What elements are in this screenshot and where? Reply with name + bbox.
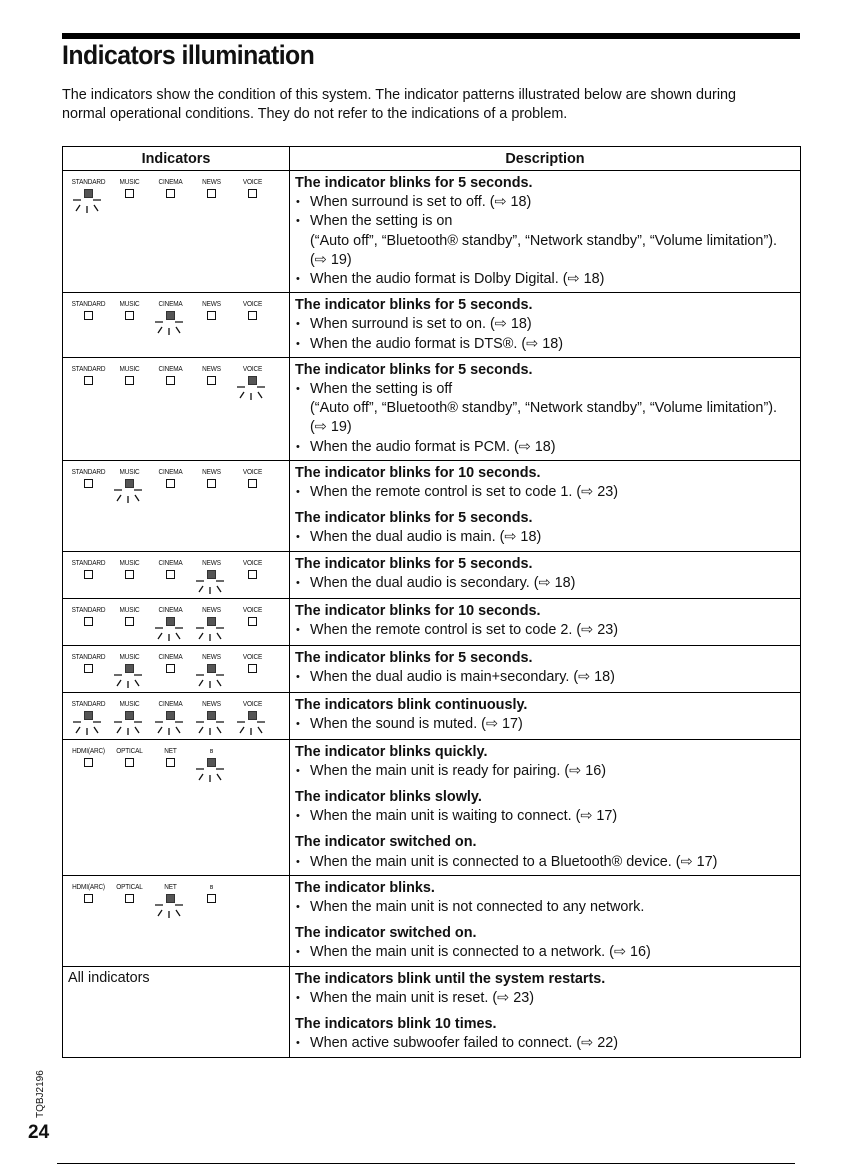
- description-cell: [290, 460, 801, 551]
- indicator-lamp: [109, 364, 150, 404]
- table-body: [63, 171, 801, 1058]
- description-group: [295, 174, 794, 289]
- indicator-cell: [63, 171, 290, 293]
- description-title: The indicator blinks for 10 seconds.: [295, 602, 541, 619]
- description-title: The indicator blinks for 5 seconds.: [295, 555, 533, 572]
- description-title: The indicator blinks for 5 seconds.: [295, 175, 533, 191]
- description-title: The indicator blinks.: [295, 879, 435, 896]
- square-icon: [207, 894, 216, 903]
- indicator-label: VOICE: [242, 604, 263, 614]
- blinking-lamp: [109, 711, 150, 739]
- indicator-lamp: [68, 882, 109, 922]
- indicator-label: VOICE: [242, 557, 263, 567]
- table-row: [63, 966, 801, 1057]
- description-title: The indicator blinks for 10 seconds.: [295, 464, 541, 481]
- indicator-lamp: [150, 364, 191, 404]
- unlit-lamp: [109, 189, 150, 205]
- description-group: [295, 696, 794, 734]
- table-row: [63, 875, 801, 966]
- square-icon: [84, 376, 93, 385]
- square-icon: [166, 376, 175, 385]
- indicator-label: NEWS: [202, 651, 221, 661]
- description-title: The indicator blinks slowly.: [295, 789, 482, 806]
- blinking-lamp: [109, 479, 150, 507]
- indicator-label: NEWS: [202, 363, 221, 373]
- description-cell: [290, 875, 801, 966]
- description-group: [295, 743, 794, 781]
- table-row: [63, 645, 801, 692]
- description-bullet: • When the main unit is connected to a network. (⇨ 16): [295, 943, 794, 962]
- unlit-lamp: [68, 617, 109, 633]
- unlit-lamp: [150, 758, 191, 774]
- indicator-lamp: [68, 558, 109, 598]
- square-icon: [207, 376, 216, 385]
- description-title: The indicators blink until the system restarts.: [295, 970, 606, 987]
- unlit-lamp: [68, 479, 109, 495]
- indicator-label: NEWS: [202, 466, 221, 476]
- indicator-lamp: [232, 558, 273, 598]
- indicator-lamp: [191, 699, 232, 739]
- indicator-lamp: [232, 299, 273, 339]
- blink-rays-icon: [114, 479, 142, 505]
- description-bullet: • When surround is set to on. (⇨ 18): [295, 315, 794, 334]
- description-group: [295, 833, 794, 871]
- indicator-label: NEWS: [202, 177, 221, 186]
- indicator-cell: [63, 357, 290, 460]
- square-icon: [125, 758, 134, 767]
- description-cell: [290, 551, 801, 598]
- indicator-label: CINEMA: [158, 466, 183, 476]
- indicator-panel: [63, 461, 289, 507]
- blinking-lamp: [191, 664, 232, 692]
- indicator-lamp: [150, 558, 191, 598]
- unlit-lamp: [191, 189, 232, 205]
- blink-rays-icon: [196, 570, 224, 596]
- indicator-label: MUSIC: [119, 466, 140, 476]
- unlit-lamp: [109, 376, 150, 392]
- description-group: [295, 649, 794, 687]
- square-icon: [125, 570, 134, 579]
- indicator-label: VOICE: [242, 466, 263, 476]
- square-icon: [166, 570, 175, 579]
- description-title: The indicator blinks for 5 seconds.: [295, 510, 533, 527]
- indicator-panel: [63, 876, 289, 922]
- indicator-lamp: [191, 177, 232, 217]
- indicator-label: NEWS: [202, 698, 221, 708]
- description-bullet: • When the dual audio is main+secondary. (⇨ 18): [295, 668, 794, 687]
- indicator-label: STANDARD: [71, 363, 106, 373]
- blink-rays-icon: [196, 664, 224, 690]
- indicator-lamp: [109, 299, 150, 339]
- description-bullet: • When the dual audio is main. (⇨ 18): [295, 528, 794, 547]
- square-icon: [248, 479, 257, 488]
- square-icon: [84, 570, 93, 579]
- description-bullet: • When the main unit is waiting to connect. (⇨ 17): [295, 807, 794, 826]
- indicator-label: MUSIC: [119, 604, 140, 614]
- description-title: The indicator blinks for 5 seconds.: [295, 649, 533, 666]
- description-group: [295, 879, 794, 917]
- description-title: The indicator switched on.: [295, 925, 477, 942]
- indicator-lamp: [68, 652, 109, 692]
- indicator-label: HDMI(ARC): [72, 881, 105, 891]
- top-rule: [62, 33, 800, 39]
- table-row: [63, 598, 801, 645]
- unlit-lamp: [68, 376, 109, 392]
- blinking-lamp: [191, 758, 232, 786]
- blink-rays-icon: [114, 711, 142, 737]
- unlit-lamp: [232, 311, 273, 327]
- square-icon: [84, 664, 93, 673]
- blink-rays-icon: [73, 711, 101, 737]
- indicator-label: VOICE: [242, 363, 263, 373]
- indicator-label: NET: [164, 745, 177, 755]
- unlit-lamp: [68, 664, 109, 680]
- indicator-lamp: [109, 177, 150, 217]
- description-bullet: • When the main unit is ready for pairing. (⇨ 16): [295, 762, 794, 781]
- indicator-label: STANDARD: [71, 299, 106, 309]
- description-cell: [290, 598, 801, 645]
- description-group: [295, 924, 794, 962]
- indicator-lamp: [232, 699, 273, 739]
- square-icon: [166, 479, 175, 488]
- blinking-lamp: [191, 617, 232, 645]
- description-cell: [290, 293, 801, 358]
- description-cell: [290, 966, 801, 1057]
- indicator-label: CINEMA: [158, 363, 183, 373]
- square-icon: [248, 570, 257, 579]
- blinking-lamp: [150, 311, 191, 339]
- indicator-cell: [63, 551, 290, 598]
- indicator-lamp: [68, 467, 109, 507]
- description-bullet: • When surround is set to off. (⇨ 18): [295, 193, 794, 212]
- indicator-cell: [63, 966, 290, 1057]
- indicator-lamp: [68, 177, 109, 217]
- indicator-lamp: [232, 652, 273, 692]
- indicator-label: STANDARD: [71, 698, 106, 708]
- description-title: The indicators blink continuously.: [295, 696, 528, 713]
- table-row: [63, 692, 801, 739]
- indicator-panel: [63, 171, 289, 217]
- header-description: Description: [290, 147, 801, 171]
- indicator-lamp: [109, 558, 150, 598]
- square-icon: [84, 894, 93, 903]
- table-row: [63, 460, 801, 551]
- indicator-lamp: [191, 652, 232, 692]
- indicator-lamp: [232, 177, 273, 217]
- indicator-lamp: [68, 605, 109, 645]
- unlit-lamp: [232, 617, 273, 633]
- description-bullet: • When the audio format is PCM. (⇨ 18): [295, 438, 794, 457]
- square-icon: [125, 376, 134, 385]
- indicator-label: CINEMA: [158, 604, 183, 614]
- description-bullet: • When the audio format is DTS®. (⇨ 18): [295, 335, 794, 354]
- unlit-lamp: [109, 758, 150, 774]
- square-icon: [125, 311, 134, 320]
- indicator-label: MUSIC: [119, 698, 140, 708]
- indicator-label: VOICE: [242, 698, 263, 708]
- table-row: [63, 739, 801, 875]
- indicator-lamp: [191, 299, 232, 339]
- indicator-label: MUSIC: [119, 651, 140, 661]
- indicator-lamp: [109, 467, 150, 507]
- indicator-lamp: [109, 882, 150, 922]
- unlit-lamp: [109, 894, 150, 910]
- indicator-label: OPTICAL: [116, 745, 143, 755]
- indicator-panel: [63, 693, 289, 739]
- indicator-label: CINEMA: [158, 177, 183, 186]
- indicator-panel: [63, 552, 289, 598]
- indicator-lamp: [150, 882, 191, 922]
- indicator-lamp: [191, 882, 232, 922]
- blink-rays-icon: [196, 617, 224, 643]
- description-group: [295, 296, 794, 354]
- unlit-lamp: [191, 376, 232, 392]
- indicator-label: STANDARD: [71, 557, 106, 567]
- description-bullet: • When the sound is muted. (⇨ 17): [295, 715, 794, 734]
- table-row: [63, 171, 801, 293]
- unlit-lamp: [191, 479, 232, 495]
- blink-rays-icon: [155, 617, 183, 643]
- indicator-panel: [63, 358, 289, 404]
- indicator-lamp: [150, 746, 191, 786]
- description-bullet: • When active subwoofer failed to connect. (⇨ 22): [295, 1034, 794, 1053]
- unlit-lamp: [191, 311, 232, 327]
- blinking-lamp: [191, 570, 232, 598]
- unlit-lamp: [232, 189, 273, 205]
- square-icon: [207, 311, 216, 320]
- unlit-lamp: [109, 617, 150, 633]
- indicator-panel: [63, 646, 289, 692]
- description-bullet: • When the setting is on (“Auto off”, “Bluetooth® standby”, “Network standby”, “Volume limitation”). (⇨ 19): [295, 212, 794, 270]
- description-bullet: • When the setting is off (“Auto off”, “Bluetooth® standby”, “Network standby”, “Volume limitation”). (⇨ 19): [295, 380, 794, 438]
- unlit-lamp: [150, 376, 191, 392]
- indicator-panel: [63, 599, 289, 645]
- indicator-label: ʙ: [209, 881, 214, 891]
- description-bullet: • When the remote control is set to code 1. (⇨ 23): [295, 483, 794, 502]
- description-bullet: • When the remote control is set to code 2. (⇨ 23): [295, 621, 794, 640]
- table-row: [63, 293, 801, 358]
- description-bullet: • When the main unit is reset. (⇨ 23): [295, 989, 794, 1008]
- square-icon: [125, 617, 134, 626]
- blinking-lamp: [109, 664, 150, 692]
- indicator-label: CINEMA: [158, 299, 183, 309]
- indicator-label: STANDARD: [71, 604, 106, 614]
- indicator-lamp: [109, 605, 150, 645]
- indicator-lamp: [150, 652, 191, 692]
- indicator-lamp: [109, 746, 150, 786]
- blinking-lamp: [150, 617, 191, 645]
- blinking-lamp: [150, 894, 191, 922]
- indicator-label: ʙ: [209, 745, 214, 755]
- blinking-lamp: [68, 711, 109, 739]
- indicator-lamp: [150, 605, 191, 645]
- indicator-cell: [63, 645, 290, 692]
- description-cell: [290, 739, 801, 875]
- square-icon: [125, 189, 134, 198]
- indicator-label: NEWS: [202, 557, 221, 567]
- indicator-label: OPTICAL: [116, 881, 143, 891]
- indicator-lamp: [232, 605, 273, 645]
- indicator-lamp: [150, 699, 191, 739]
- indicator-label: MUSIC: [119, 557, 140, 567]
- blink-rays-icon: [196, 758, 224, 784]
- indicator-label: VOICE: [242, 299, 263, 309]
- square-icon: [248, 311, 257, 320]
- indicator-lamp: [68, 299, 109, 339]
- indicator-lamp: [191, 558, 232, 598]
- page-number: 24: [28, 1122, 50, 1143]
- blink-rays-icon: [237, 376, 265, 402]
- unlit-lamp: [232, 570, 273, 586]
- indicator-lamp: [68, 699, 109, 739]
- indicator-lamp: [109, 699, 150, 739]
- indicator-label: VOICE: [242, 177, 263, 186]
- document-code: TQBJ2196: [35, 1070, 46, 1118]
- indicator-label: NEWS: [202, 604, 221, 614]
- indicator-label: STANDARD: [71, 651, 106, 661]
- page-title: Indicators illumination: [62, 40, 315, 70]
- unlit-lamp: [68, 758, 109, 774]
- indicator-label: CINEMA: [158, 557, 183, 567]
- indicator-lamp: [109, 652, 150, 692]
- blink-rays-icon: [196, 711, 224, 737]
- indicator-label: NET: [164, 881, 177, 891]
- description-group: [295, 361, 794, 457]
- description-group: [295, 1015, 794, 1053]
- intro-paragraph: The indicators show the condition of this system. The indicator patterns illustrated below are shown during normal operational conditions. They do not refer to the indications of a problem.: [62, 87, 737, 122]
- square-icon: [84, 758, 93, 767]
- square-icon: [207, 189, 216, 198]
- square-icon: [84, 311, 93, 320]
- all-indicators-label: All indicators: [68, 969, 150, 986]
- description-bullet: • When the main unit is connected to a Bluetooth® device. (⇨ 17): [295, 853, 794, 872]
- blinking-lamp: [68, 189, 109, 217]
- unlit-lamp: [68, 311, 109, 327]
- indicator-label: CINEMA: [158, 698, 183, 708]
- unlit-lamp: [68, 570, 109, 586]
- indicator-cell: [63, 692, 290, 739]
- indicator-cell: [63, 739, 290, 875]
- blink-rays-icon: [155, 894, 183, 920]
- description-group: [295, 788, 794, 826]
- indicator-lamp: [68, 364, 109, 404]
- description-cell: [290, 357, 801, 460]
- indicator-label: STANDARD: [71, 177, 106, 186]
- header-indicators: Indicators: [63, 147, 290, 171]
- indicator-label: STANDARD: [71, 466, 106, 476]
- description-cell: [290, 645, 801, 692]
- indicator-panel: [63, 740, 289, 786]
- description-group: [295, 602, 794, 640]
- unlit-lamp: [150, 189, 191, 205]
- indicator-label: HDMI(ARC): [72, 745, 105, 755]
- indicator-lamp: [150, 467, 191, 507]
- unlit-lamp: [232, 479, 273, 495]
- indicator-lamp: [191, 467, 232, 507]
- unlit-lamp: [232, 664, 273, 680]
- description-title: The indicator blinks for 5 seconds.: [295, 361, 533, 378]
- description-title: The indicator switched on.: [295, 834, 477, 851]
- description-title: The indicators blink 10 times.: [295, 1016, 497, 1033]
- indicator-lamp: [68, 746, 109, 786]
- unlit-lamp: [150, 570, 191, 586]
- square-icon: [166, 758, 175, 767]
- unlit-lamp: [150, 664, 191, 680]
- square-icon: [248, 189, 257, 198]
- description-group: [295, 970, 794, 1008]
- blink-rays-icon: [114, 664, 142, 690]
- indicator-cell: [63, 293, 290, 358]
- indicator-cell: [63, 875, 290, 966]
- blinking-lamp: [232, 711, 273, 739]
- indicator-lamp: [191, 364, 232, 404]
- indicator-lamp: [232, 467, 273, 507]
- square-icon: [248, 664, 257, 673]
- blink-rays-icon: [237, 711, 265, 737]
- indicator-lamp: [191, 746, 232, 786]
- indicator-cell: [63, 598, 290, 645]
- unlit-lamp: [68, 894, 109, 910]
- unlit-lamp: [150, 479, 191, 495]
- square-icon: [84, 479, 93, 488]
- indicator-label: CINEMA: [158, 651, 183, 661]
- blinking-lamp: [150, 711, 191, 739]
- unlit-lamp: [109, 311, 150, 327]
- indicators-table: [62, 146, 801, 1058]
- table-row: [63, 357, 801, 460]
- blink-rays-icon: [155, 311, 183, 337]
- description-bullet: • When the dual audio is secondary. (⇨ 18): [295, 574, 794, 593]
- indicator-label: MUSIC: [119, 177, 140, 186]
- indicator-label: MUSIC: [119, 363, 140, 373]
- indicator-label: NEWS: [202, 299, 221, 309]
- description-group: [295, 509, 794, 547]
- description-bullet: • When the main unit is not connected to any network.: [295, 898, 794, 917]
- unlit-lamp: [191, 894, 232, 910]
- square-icon: [166, 189, 175, 198]
- description-title: The indicator blinks for 5 seconds.: [295, 297, 533, 314]
- blink-rays-icon: [73, 189, 101, 215]
- indicator-cell: [63, 460, 290, 551]
- indicator-label: MUSIC: [119, 299, 140, 309]
- blinking-lamp: [232, 376, 273, 404]
- description-cell: [290, 692, 801, 739]
- description-group: [295, 555, 794, 593]
- square-icon: [125, 894, 134, 903]
- square-icon: [84, 617, 93, 626]
- table-row: [63, 551, 801, 598]
- bottom-rule: [57, 1163, 795, 1164]
- unlit-lamp: [109, 570, 150, 586]
- square-icon: [248, 617, 257, 626]
- square-icon: [166, 664, 175, 673]
- indicator-lamp: [150, 177, 191, 217]
- indicator-lamp: [232, 364, 273, 404]
- description-title: The indicator blinks quickly.: [295, 743, 488, 760]
- indicator-label: VOICE: [242, 651, 263, 661]
- description-group: [295, 464, 794, 502]
- square-icon: [207, 479, 216, 488]
- description-cell: [290, 171, 801, 293]
- indicator-lamp: [191, 605, 232, 645]
- indicator-panel: [63, 293, 289, 339]
- blinking-lamp: [191, 711, 232, 739]
- indicator-lamp: [150, 299, 191, 339]
- description-bullet: • When the audio format is Dolby Digital. (⇨ 18): [295, 270, 794, 289]
- blink-rays-icon: [155, 711, 183, 737]
- table-header-row: [63, 147, 801, 171]
